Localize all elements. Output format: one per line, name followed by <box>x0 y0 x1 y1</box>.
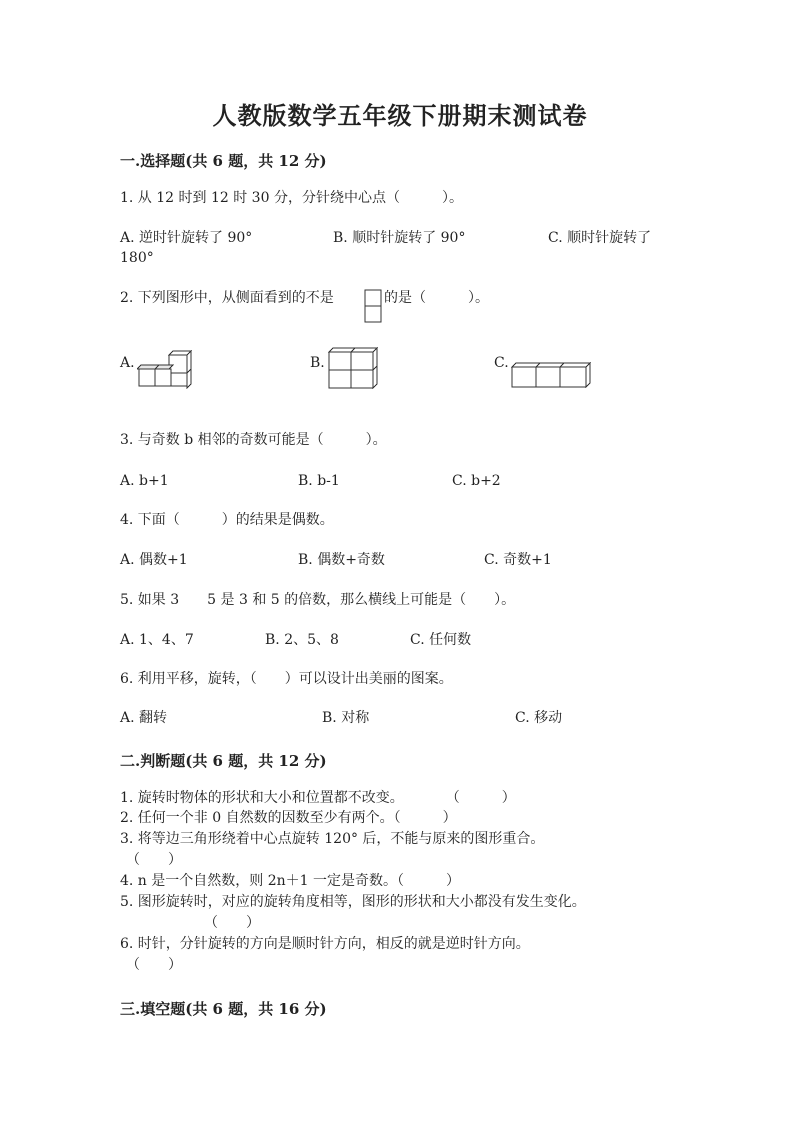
q5-option-a: A. 1、4、7 <box>120 632 194 648</box>
cube-figure-c <box>510 360 594 390</box>
q3-option-b: B. b-1 <box>298 473 340 489</box>
q2-option-c: C. <box>494 355 509 371</box>
q6-option-a: A. 翻转 <box>120 710 168 726</box>
q3-option-a: A. b+1 <box>120 473 169 489</box>
judge-item-6: 6. 时针，分针旋转的方向是顺时针方向，相反的就是逆时针方向。 <box>120 936 530 952</box>
judge-item-5: 5. 图形旋转时，对应的旋转角度相等，图形的形状和大小都没有发生变化。 <box>120 894 586 910</box>
q5-stem: 5. 如果 3 5 是 3 和 5 的倍数，那么横线上可能是（ ）。 <box>120 592 516 608</box>
q1-option-c-cont: 180° <box>120 250 154 266</box>
q2-stem-before: 2. 下列图形中，从侧面看到的不是 <box>120 290 334 306</box>
exam-title: 人教版数学五年级下册期末测试卷 <box>212 101 588 130</box>
q5-option-b: B. 2、5、8 <box>265 632 339 648</box>
judge-item-5-bracket: （ ） <box>204 915 260 931</box>
cube-figure-b <box>326 346 382 392</box>
q4-stem: 4. 下面（ ）的结果是偶数。 <box>120 512 334 528</box>
q3-option-c: C. b+2 <box>452 473 501 489</box>
judge-item-1: 1. 旋转时物体的形状和大小和位置都不改变。 （ ） <box>120 790 516 806</box>
q5-option-c: C. 任何数 <box>410 632 472 648</box>
q6-stem: 6. 利用平移，旋转，（ ）可以设计出美丽的图案。 <box>120 671 453 687</box>
cube-figure-a <box>137 346 197 390</box>
judge-item-3: 3. 将等边三角形绕着中心点旋转 120° 后，不能与原来的图形重合。 <box>120 831 545 847</box>
section1-heading: 一.选择题(共 6 题，共 12 分) <box>120 152 327 170</box>
judge-item-3-bracket: （ ） <box>126 852 182 868</box>
q4-option-b: B. 偶数+奇数 <box>298 552 385 568</box>
q6-option-c: C. 移动 <box>515 710 563 726</box>
q2-stem-after: 的是（ ）。 <box>384 290 489 306</box>
section3-heading: 三.填空题(共 6 题，共 16 分) <box>120 1000 327 1018</box>
q1-option-a: A. 逆时针旋转了 90° <box>120 230 253 246</box>
two-square-figure <box>364 289 384 325</box>
q4-option-a: A. 偶数+1 <box>120 552 188 568</box>
judge-item-6-bracket: （ ） <box>126 957 182 973</box>
judge-item-2: 2. 任何一个非 0 自然数的因数至少有两个。（ ） <box>120 810 457 826</box>
q4-option-c: C. 奇数+1 <box>484 552 552 568</box>
q1-stem: 1. 从 12 时到 12 时 30 分，分针绕中心点（ ）。 <box>120 190 463 206</box>
q6-option-b: B. 对称 <box>322 710 370 726</box>
section2-heading: 二.判断题(共 6 题，共 12 分) <box>120 752 327 770</box>
q1-option-b: B. 顺时针旋转了 90° <box>333 230 466 246</box>
q1-option-c: C. 顺时针旋转了 <box>548 230 652 246</box>
q2-option-a: A. <box>120 355 135 371</box>
q3-stem: 3. 与奇数 b 相邻的奇数可能是（ ）。 <box>120 432 387 448</box>
judge-item-4: 4. n 是一个自然数，则 2n＋1 一定是奇数。（ ） <box>120 873 461 889</box>
q2-option-b: B. <box>310 355 325 371</box>
